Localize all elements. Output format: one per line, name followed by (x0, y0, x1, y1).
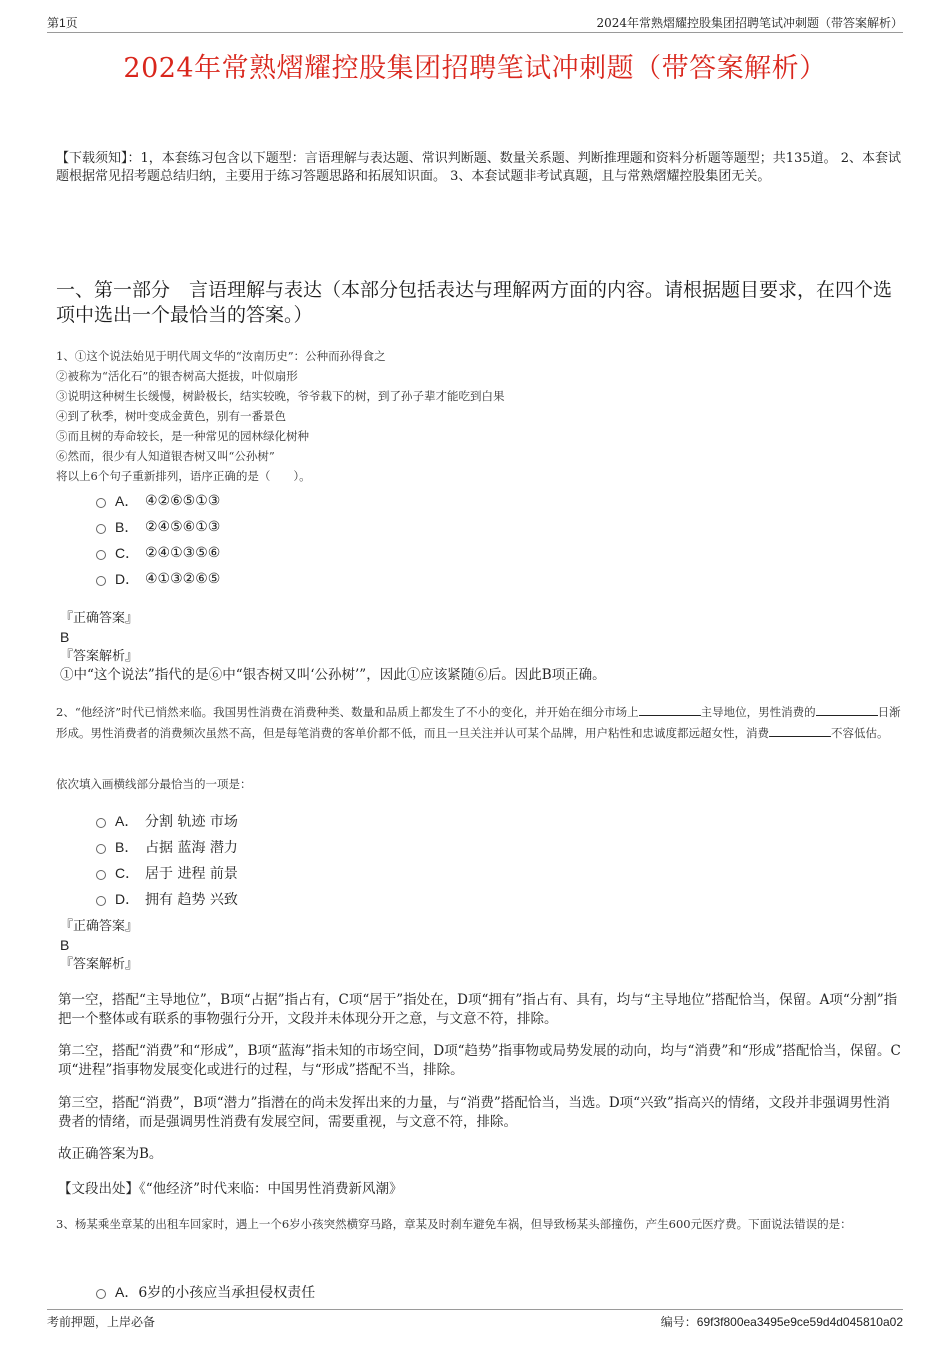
radio-icon[interactable] (96, 870, 106, 880)
option-text: 居于 进程 前景 (145, 866, 238, 882)
radio-icon[interactable] (96, 550, 106, 560)
question-1-line: 将以上6个句子重新排列，语序正确的是（ ）。 (56, 469, 311, 483)
question-1-line: ⑥然而，很少有人知道银杏树又叫“公孙树” (56, 449, 275, 463)
analysis-paragraph: 第二空，搭配“消费”和“形成”，B项“蓝海”指未知的市场空间，D项“趋势”指事物或局势发展的动向，均与“消费”和“形成”搭配恰当，保留。C项“进程”指事物发展变化或进行的过程，与“形成”搭配不当，排除。 (58, 1043, 901, 1078)
section-heading: 一、第一部分 言语理解与表达（本部分包括表达与理解两方面的内容。请根据题目要求，在四个选项中选出一个最恰当的答案。） (56, 279, 893, 326)
option-b[interactable]: B． 占据 蓝海 潜力 (96, 834, 238, 860)
question-3-stem: 3、杨某乘坐章某的出租车回家时，遇上一个6岁小孩突然横穿马路，章某及时刹车避免车祸，但导致杨某头部撞伤，产生600元医疗费。下面说法错误的是： (56, 1217, 852, 1231)
option-b[interactable]: B． ②④⑤⑥①③ (96, 514, 220, 540)
blank-line (769, 724, 831, 737)
radio-icon[interactable] (96, 844, 106, 854)
option-c[interactable]: C． 居于 进程 前景 (96, 860, 238, 886)
answer-label: 『正确答案』 (60, 611, 139, 626)
analysis-paragraph: 第三空，搭配“消费”，B项“潜力”指潜在的尚未发挥出来的力量，与“消费”搭配恰当，当选。D项“兴致”指高兴的情绪，文段并非强调男性消费者的情绪，而是强调男性消费有发展空间，需要重视，与文意不符，排除。 (58, 1095, 890, 1130)
analysis-label: 『答案解析』 (60, 649, 139, 664)
option-text: 拥有 趋势 兴致 (145, 892, 238, 908)
option-text: ②④⑤⑥①③ (145, 519, 221, 535)
option-text: ②④①③⑤⑥ (145, 545, 221, 561)
option-text: 6岁的小孩应当承担侵权责任 (138, 1285, 316, 1301)
radio-icon[interactable] (96, 1289, 106, 1299)
header-divider (47, 32, 903, 33)
answer-label: 『正确答案』 (60, 919, 139, 934)
download-notice: 【下载须知】：1，本套练习包含以下题型：言语理解与表达题、常识判断题、数量关系题、判断推理题和资料分析题等题型；共135道。 2、本套试题根据常见招考题总结归纳，主要用于练习答题思路和拓展知识面。 3、本套试题非考试真题，且与常熟熠耀控股集团无关。 (56, 151, 901, 184)
radio-icon[interactable] (96, 524, 106, 534)
question-2-stem: 2、“他经济”时代已悄然来临。我国男性消费在消费种类、数量和品质上都发生了不小的变化，并开始在细分市场上 主导地位，男性消费的 日渐形成。男性消费者的消费频次虽然不高，但是每笔消费的客单价都不低，而且一旦关注并认可某个品牌，用户粘性和忠诚度都远超女性，消费 不容低估。 (56, 705, 901, 740)
answer-value: B (60, 937, 70, 953)
footer-divider (47, 1309, 903, 1310)
question-1-stem (56, 346, 901, 486)
radio-icon[interactable] (96, 896, 106, 906)
page-number: 第1页 (47, 16, 78, 30)
option-text: 占据 蓝海 潜力 (145, 840, 238, 856)
option-text: 分割 轨迹 市场 (145, 814, 238, 830)
footer-slogan: 考前押题，上岸必备 (47, 1315, 156, 1329)
document-id: 编号：69f3f800ea3495e9ce59d4d045810a02 (660, 1315, 903, 1329)
analysis-paragraph: 第一空，搭配“主导地位”，B项“占据”指占有，C项“居于”指处在，D项“拥有”指占有、具有，均与“主导地位”搭配恰当，保留。A项“分割”指把一个整体或有联系的事物强行分开，文段并未体现分开之意，与文意不符，排除。 (58, 992, 898, 1027)
header-doc-title: 2024年常熟熠耀控股集团招聘笔试冲刺题（带答案解析） (596, 16, 903, 30)
analysis-text: ①中“这个说法”指代的是⑥中“银杏树又叫‘公孙树’”，因此①应该紧随⑥后。因此B项正确。 (60, 667, 606, 683)
option-d[interactable]: D． 拥有 趋势 兴致 (96, 886, 238, 912)
option-a[interactable]: A． ④②⑥⑤①③ (96, 488, 220, 514)
question-1-line: ③说明这种树生长缓慢，树龄极长，结实较晚，爷爷栽下的树，到了孙子辈才能吃到白果 (56, 389, 505, 403)
page-title: 2024年常熟熠耀控股集团招聘笔试冲刺题（带答案解析） (123, 53, 827, 84)
option-d[interactable]: D． ④①③②⑥⑤ (96, 566, 220, 592)
option-c[interactable]: C． ②④①③⑤⑥ (96, 540, 220, 566)
question-1-options (96, 488, 220, 592)
blank-line (816, 703, 878, 716)
radio-icon[interactable] (96, 498, 106, 508)
analysis-label: 『答案解析』 (60, 957, 139, 972)
question-1-line: ②被称为“活化石”的银杏树高大挺拔，叶似扇形 (56, 369, 298, 383)
question-2-answer (60, 917, 138, 974)
question-1-answer (60, 609, 606, 685)
option-a[interactable]: A． 6岁的小孩应当承担侵权责任 (96, 1279, 315, 1305)
analysis-conclusion: 故正确答案为B。 (58, 1146, 163, 1162)
option-text: ④①③②⑥⑤ (145, 571, 221, 587)
question-1-line: 1、①这个说法始见于明代周文华的“汝南历史”：公种而孙得食之 (56, 349, 386, 363)
option-text: ④②⑥⑤①③ (145, 493, 221, 509)
source-citation: 【文段出处】《“他经济”时代来临：中国男性消费新风潮》 (58, 1181, 403, 1197)
blank-line (639, 703, 701, 716)
question-3-options (96, 1279, 315, 1305)
option-a[interactable]: A． 分割 轨迹 市场 (96, 808, 238, 834)
radio-icon[interactable] (96, 576, 106, 586)
answer-value: B (60, 629, 70, 645)
question-2-options (96, 808, 238, 912)
question-1-line: ④到了秋季，树叶变成金黄色，别有一番景色 (56, 409, 286, 423)
question-1-line: ⑤而且树的寿命较长，是一种常见的园林绿化树种 (56, 429, 309, 443)
radio-icon[interactable] (96, 818, 106, 828)
fill-prompt: 依次填入画横线部分最恰当的一项是： (56, 777, 252, 791)
